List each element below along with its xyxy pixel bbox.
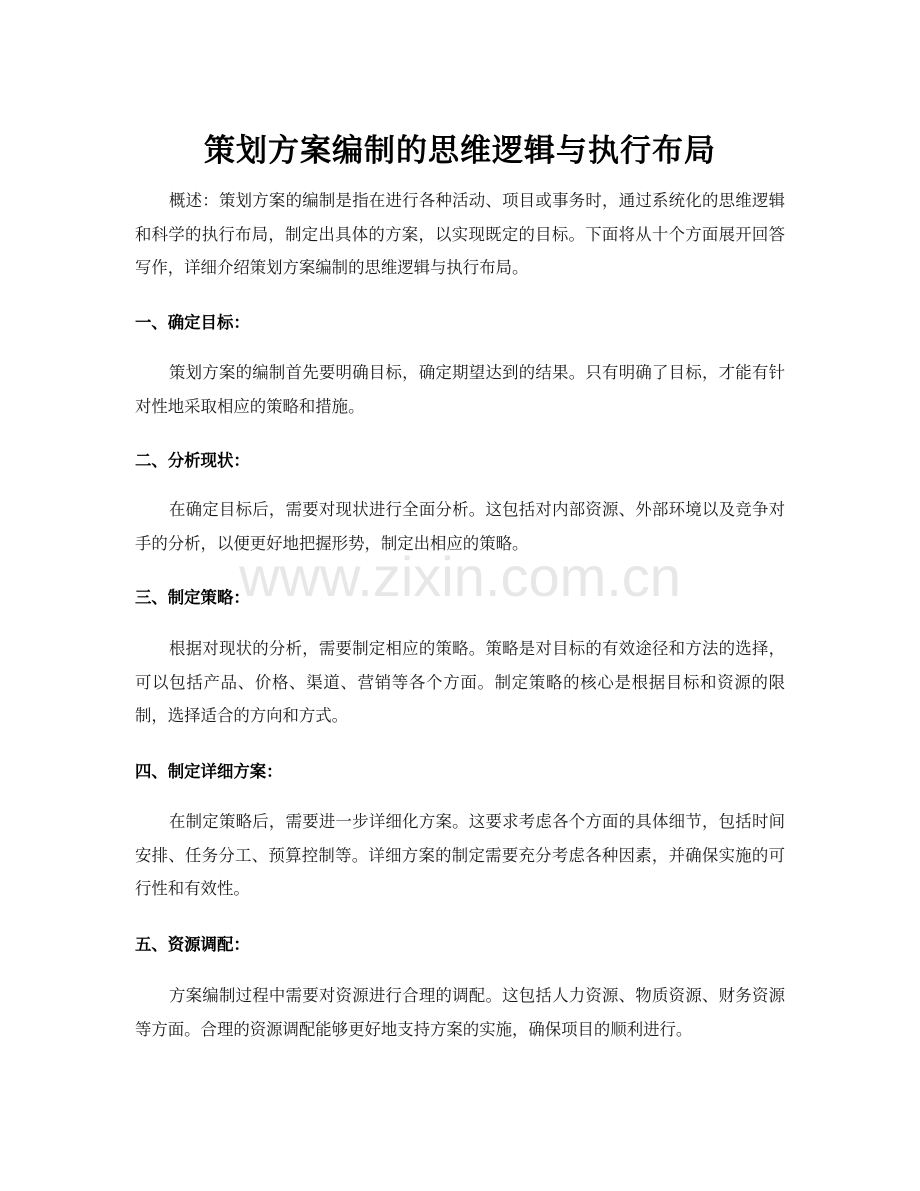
section-heading-analysis: 二、分析现状： bbox=[135, 451, 250, 470]
intro-paragraph: 概述：策划方案的编制是指在进行各种活动、项目或事务时，通过系统化的思维逻辑和科学的执行布局，制定出具体的方案，以实现既定的目标。下面将从十个方面展开回答写作，详细介绍策划方案编制的思维逻辑与执行布局。 bbox=[135, 191, 785, 277]
section-body-plan: 在制定策略后，需要进一步详细化方案。这要求考虑各个方面的具体细节，包括时间安排、任务分工、预算控制等。详细方案的制定需要充分考虑各种因素，并确保实施的可行性和有效性。 bbox=[135, 812, 785, 898]
section-heading-goal: 一、确定目标： bbox=[135, 313, 250, 332]
section-body-strategy: 根据对现状的分析，需要制定相应的策略。策略是对目标的有效途径和方法的选择，可以包括产品、价格、渠道、营销等各个方面。制定策略的核心是根据目标和资源的限制，选择适合的方向和方式。 bbox=[135, 639, 785, 725]
section-heading-strategy: 三、制定策略： bbox=[135, 588, 250, 607]
section-heading-plan: 四、制定详细方案： bbox=[135, 762, 283, 781]
section-body-goal: 策划方案的编制首先要明确目标，确定期望达到的结果。只有明确了目标，才能有针对性地采取相应的策略和措施。 bbox=[135, 363, 785, 416]
document-title: 策划方案编制的思维逻辑与执行布局 bbox=[204, 132, 716, 169]
section-body-analysis: 在确定目标后，需要对现状进行全面分析。这包括对内部资源、外部环境以及竞争对手的分析，以便更好地把握形势，制定出相应的策略。 bbox=[135, 500, 785, 553]
section-body-resources: 方案编制过程中需要对资源进行合理的调配。这包括人力资源、物质资源、财务资源等方面。合理的资源调配能够更好地支持方案的实施，确保项目的顺利进行。 bbox=[135, 986, 785, 1039]
section-heading-resources: 五、资源调配： bbox=[135, 935, 250, 954]
watermark: www.zixin.com.cn bbox=[239, 545, 681, 608]
